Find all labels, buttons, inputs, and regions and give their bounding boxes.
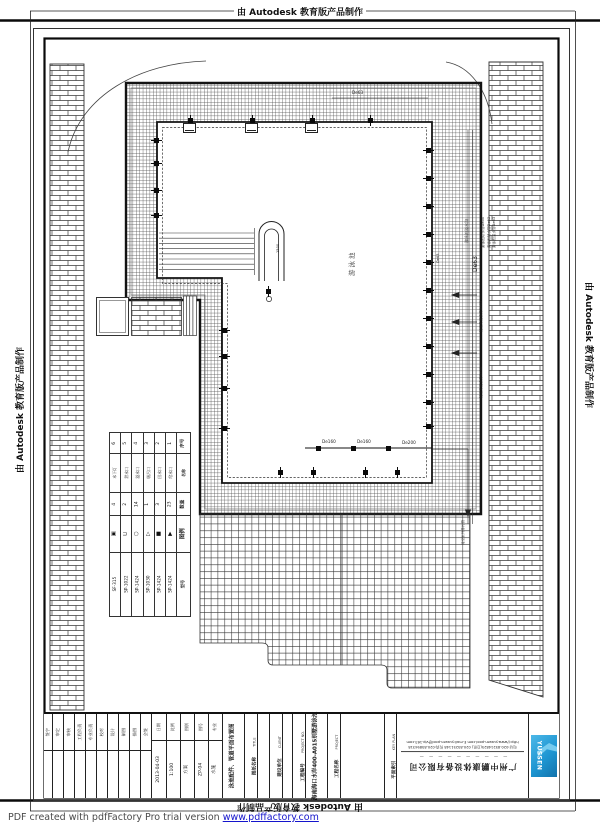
pipe-fitting-marker (426, 176, 431, 181)
legend-column (154, 433, 165, 616)
brick-pad-box (132, 298, 182, 336)
field-label: 专业 (209, 714, 222, 741)
legend-cell: SP-1424 (167, 575, 173, 594)
pool-water-area (157, 122, 432, 483)
autodesk-watermark-left: 由 Autodesk 教育版产品制作 (16, 346, 26, 473)
titleblock-col-描图 (130, 714, 141, 798)
field-label: 签字 (44, 714, 52, 751)
legend-cell: ▶ (166, 516, 176, 553)
field-label-bilingual: 工程编号 PROJECT NO. (300, 730, 306, 782)
autodesk-watermark-right: 由 Autodesk 教育版产品制作 (583, 282, 593, 409)
field-value: 水施 (212, 764, 218, 775)
logo-cell (529, 714, 559, 798)
signature-space (119, 751, 129, 798)
titleblock-col-专业负责 (86, 714, 97, 798)
field-label: 会签 (141, 714, 151, 751)
pipe-fitting-marker (351, 446, 356, 451)
lower-paving-grid (200, 514, 470, 688)
plan-annotation: 接室外雨水井De50 (479, 366, 483, 398)
legend-cell: 14 (132, 493, 142, 516)
legend-cell: 溢水口 (132, 454, 142, 493)
legend-table (109, 432, 191, 617)
plan-annotation: De200 (402, 440, 416, 445)
skimmer-box (305, 123, 318, 133)
pipe-fitting-marker (426, 344, 431, 349)
field-label: 日期 (152, 714, 166, 741)
signature-space (44, 751, 52, 798)
pipe-fitting-marker (222, 354, 227, 359)
field-value: 1:100 (170, 762, 176, 777)
pipe-fitting-marker (426, 288, 431, 293)
field-label-bilingual: 建设单位 CLIENT (277, 735, 283, 777)
titleblock-col-签字 (44, 714, 53, 798)
plan-annotation: 游泳池 (348, 250, 356, 276)
plan-annotation: De63 (436, 253, 440, 263)
plan-annotation: 游泳池溢水管De63 (492, 216, 496, 248)
titleblock-col-比例 (167, 714, 181, 798)
titleblock-col-专业 (209, 714, 223, 798)
legend-column (120, 433, 131, 616)
pipe-fitting-marker (154, 188, 159, 193)
pipe-fitting-marker (426, 400, 431, 405)
logo-text: YUSSEN (535, 740, 543, 771)
pipe-fitting-marker (426, 316, 431, 321)
legend-column (131, 433, 142, 616)
titleblock-col-图别 (181, 714, 195, 798)
pdf-footer-text: PDF created with pdfFactory Pro trial version (8, 812, 223, 823)
legend-cell: 水下灯 (110, 454, 120, 493)
titleblock-col-value (341, 714, 385, 798)
legend-cell: SP-1424 (156, 575, 162, 594)
signature-space (64, 751, 74, 798)
legend-cell: 吸污口 (144, 454, 154, 493)
field-label: 图别 (181, 714, 194, 741)
plan-annotation: 接室外雨水井De63 (479, 300, 483, 332)
yussen-logo (531, 735, 557, 777)
legend-cell: SP-1424 (134, 575, 140, 594)
field-label: 设计 (108, 714, 118, 751)
pipe-fitting-marker (395, 470, 400, 475)
pipe-fitting-marker (310, 118, 315, 123)
titleblock-col-审核 (64, 714, 75, 798)
field-label: 专业负责 (86, 714, 96, 751)
field-value-large: 海南海口水岸400-A015别墅游泳池 (312, 711, 319, 801)
titleblock-col-制图 (119, 714, 130, 798)
signature-space (108, 751, 118, 798)
pipe-fitting-marker (222, 386, 227, 391)
signature-space (86, 751, 96, 798)
legend-cell: ▣ (110, 516, 120, 553)
legend-cell: 2 (121, 493, 131, 516)
legend-cell: 3 (144, 433, 154, 454)
legend-cell: 4 (110, 493, 120, 516)
pipe-fitting-marker (154, 213, 159, 218)
titleblock-col-日期 (152, 714, 167, 798)
titleblock-col-设计 (108, 714, 119, 798)
legend-cell: 1 (166, 433, 176, 454)
legend-cell: 2 (155, 433, 165, 454)
pipe-fitting-marker (154, 161, 159, 166)
company-phone: 电话:020-85214825(总机) 020-85251148 传真:020-85894318 (408, 745, 517, 750)
field-label: 图号 (195, 714, 208, 741)
plan-annotation: 游泳池给水管De50 (481, 216, 485, 248)
pipe-fitting-marker (426, 372, 431, 377)
legend-cell: ⊔ (121, 516, 131, 553)
legend-column (143, 433, 154, 616)
titleblock-col-工程名称 (328, 714, 341, 798)
skimmer-box (183, 123, 196, 133)
brick-band-left (50, 64, 84, 710)
legend-cell: ○ (132, 516, 142, 553)
signature-space (130, 751, 140, 798)
titleblock-col-工程编号 (293, 714, 306, 798)
company-block (397, 714, 529, 798)
legend-cell: 6 (110, 433, 120, 454)
pipe-fitting-marker (426, 204, 431, 209)
titleblock-col-建设单位 (270, 714, 283, 798)
pipe-fitting-marker (278, 470, 283, 475)
field-value: 2013-04-03 (155, 756, 161, 783)
pipe-fitting-marker (368, 118, 373, 123)
pipe-fitting-marker (426, 424, 431, 429)
pipe-fitting-marker (188, 118, 193, 123)
legend-cell: SP-1022 (123, 575, 129, 594)
field-label-bilingual: 工程名称 PROJECT (335, 734, 341, 778)
skimmer-box (245, 123, 258, 133)
field-label: 描图 (130, 714, 140, 751)
legend-cell: 序号 (177, 433, 190, 454)
field-label: 比例 (167, 714, 180, 741)
pipe-fitting-marker (426, 260, 431, 265)
pipe-fitting-marker (311, 470, 316, 475)
pipe-fitting-marker (222, 328, 227, 333)
legend-cell: ▷ (144, 516, 154, 553)
plan-annotation: 游泳池回水管De63 (486, 216, 491, 248)
titleblock-col-审定 (53, 714, 64, 798)
field-label: 制图 (119, 714, 129, 751)
signature-space (53, 751, 63, 798)
plan-annotation: De160 (357, 439, 371, 444)
company-contact (401, 739, 524, 752)
plan-annotation: De63 (352, 90, 364, 95)
field-label: 校对 (97, 714, 107, 751)
titleblock-col-图号 (195, 714, 209, 798)
titleblock-col-校对 (97, 714, 108, 798)
pdf-factory-footer (8, 812, 319, 823)
signature-space (97, 751, 107, 798)
plan-annotation: 接至室外排污管 (461, 519, 465, 545)
legend-cell: 名称 (177, 454, 190, 493)
pipe-fitting-marker (426, 232, 431, 237)
plan-annotation: De63 (472, 256, 479, 272)
field-value-large: 泳池配件、管道平面布置图 (229, 723, 236, 789)
company-name: 广州中鹏康体设备有限公司 (408, 762, 517, 772)
field-label: 审定 (53, 714, 63, 751)
legend-cell: 4 (132, 433, 142, 454)
pipe-fitting-marker (386, 446, 391, 451)
titleblock-col-工程负责 (75, 714, 86, 798)
plan-annotation: De160 (322, 439, 336, 444)
legend-cell: SF-315 (112, 577, 117, 592)
field-label: 工程负责 (75, 714, 85, 751)
signature-space (141, 751, 151, 798)
titleblock-col-会签 (141, 714, 152, 798)
pipe-fitting-marker (316, 446, 321, 451)
title-block (44, 711, 559, 801)
autodesk-watermark-top: 由 Autodesk 教育版产品制作 (0, 5, 600, 18)
pipe-fitting-marker (363, 470, 368, 475)
legend-cell: 图例 (177, 516, 190, 553)
legend-cell: 1 (144, 493, 154, 516)
titleblock-col-图纸名称 (245, 714, 258, 798)
legend-cell: 数量 (177, 493, 190, 516)
equipment-pad-box (97, 298, 129, 336)
company-web: http://www.yussen-pool.com E-mail:yussen-pool@vip.163.com (406, 740, 519, 745)
plan-annotation: 游泳池溢水沟 (464, 219, 469, 243)
plan-annotation: 1500 (276, 243, 280, 253)
field-value-large (341, 714, 384, 798)
side-steps-lines (184, 296, 197, 336)
pipe-fitting-marker (154, 138, 159, 143)
legend-cell: 回水口 (155, 454, 165, 493)
legend-cell: 泄水口 (121, 454, 131, 493)
pipe-fitting-marker (266, 289, 271, 294)
field-label-bilingual: 平面索引 KEY PLAN (392, 733, 398, 779)
legend-cell: 给水口 (166, 454, 176, 493)
field-label-bilingual: 图纸名称 TITLE (252, 737, 258, 775)
company-dashes: — — — — — — — — — — (417, 754, 508, 760)
legend-cell: 5 (121, 433, 131, 454)
legend-column (176, 433, 190, 616)
pipe-fitting-marker (222, 426, 227, 431)
legend-cell: 型号 (180, 580, 186, 589)
field-label: 审核 (64, 714, 74, 751)
legend-cell: 23 (166, 493, 176, 516)
legend-column (165, 433, 176, 616)
legend-cell: ■ (155, 516, 165, 553)
pipe-fitting-marker (250, 118, 255, 123)
autodesk-watermark-bottom: 由 Autodesk 教育版产品制作 (237, 801, 364, 811)
legend-column (110, 433, 120, 616)
pdffactory-link[interactable]: www.pdffactory.com (222, 812, 319, 823)
field-value: 方案 (184, 764, 190, 775)
signature-space (75, 751, 85, 798)
titleblock-col-平面索引 (385, 714, 397, 798)
legend-cell: SP-1030 (145, 575, 151, 594)
legend-cell: 3 (155, 493, 165, 516)
field-value: ZP-04 (198, 762, 204, 777)
pipe-fitting-marker (426, 148, 431, 153)
